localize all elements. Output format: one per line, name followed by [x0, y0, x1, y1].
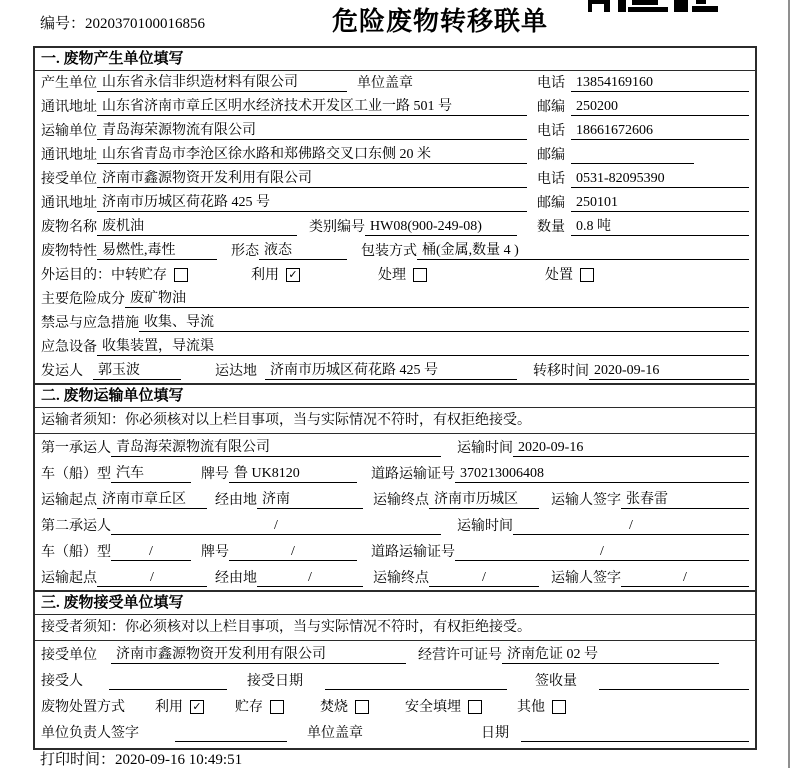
section-2-title: 二. 废物运输单位填写 — [35, 385, 755, 408]
row-responsible-sign — [35, 719, 755, 745]
category-value: HW08(900-249-08) — [365, 218, 517, 236]
via2-label: 经由地 — [215, 571, 257, 586]
quantity-label: 数量 — [537, 220, 565, 235]
checkbox-transfer-storage-icon — [174, 268, 188, 282]
option-storage-label: 贮存 — [235, 700, 263, 715]
road-permit2-value: / — [455, 543, 749, 561]
receive-zip-value: 250101 — [571, 194, 749, 212]
page-title: 危险废物转移联单 — [332, 7, 549, 36]
transport-phone-value: 18661672606 — [571, 122, 749, 140]
carrier1-label: 第一承运人 — [41, 441, 111, 456]
row-receive-unit-3 — [35, 641, 755, 667]
sign2-value: / — [621, 569, 749, 587]
receiver-person-value — [109, 672, 227, 690]
packing-value: 桶(金属,数量 4 ) — [417, 242, 749, 260]
checkbox-storage-icon — [270, 700, 284, 714]
waste-name-value: 废机油 — [97, 218, 297, 236]
carrier2-label: 第二承运人 — [41, 519, 111, 534]
option-transfer-storage-label: 中转贮存 — [111, 268, 167, 283]
zip-label: 邮编 — [537, 196, 565, 211]
amount-label: 签收量 — [535, 674, 577, 689]
qr-code-partial-icon — [588, 0, 718, 12]
option-incinerate-label: 焚烧 — [320, 700, 348, 715]
waste-name-label: 废物名称 — [41, 220, 97, 235]
taboo-value: 收集、导流 — [139, 314, 749, 332]
receive-unit3-value: 济南市鑫源物资开发利用有限公司 — [111, 646, 406, 664]
row-purpose — [35, 263, 755, 287]
origin2-label: 运输起点 — [41, 571, 97, 586]
serial-label: 编号： — [40, 16, 86, 32]
option-landfill-label: 安全填埋 — [405, 700, 461, 715]
unit-seal-label: 单位盖章 — [357, 76, 413, 91]
row-receiver-person — [35, 667, 755, 693]
checkmark: ✓ — [288, 268, 298, 281]
receive-unit-label: 接受单位 — [41, 172, 97, 187]
row-waste-trait — [35, 239, 755, 263]
quantity-value: 0.8 吨 — [571, 218, 749, 236]
plate1-value: 鲁 UK8120 — [229, 465, 357, 483]
plate2-label: 牌号 — [201, 545, 229, 560]
purpose-option — [111, 264, 251, 287]
origin1-label: 运输起点 — [41, 493, 97, 508]
producer-unit-value: 山东省永信非织造材料有限公司 — [97, 74, 347, 92]
destination-value: 济南市历城区荷花路 425 号 — [265, 362, 517, 380]
responsible-sign-label: 单位负责人签字 — [41, 726, 139, 741]
disposal-option — [517, 696, 566, 719]
trait-label: 废物特性 — [41, 244, 97, 259]
address-label: 通讯地址 — [41, 196, 97, 211]
date3-label: 日期 — [481, 726, 509, 741]
plate2-value: / — [229, 543, 357, 561]
transport-time2-value: / — [513, 517, 749, 535]
trait-value: 易燃性,毒性 — [97, 242, 217, 260]
serial-number — [40, 12, 205, 33]
row-transport-unit — [35, 119, 755, 143]
end2-label: 运输终点 — [373, 571, 429, 586]
row-route-2 — [35, 564, 755, 590]
row-carrier-2 — [35, 512, 755, 538]
disposal-option — [155, 696, 235, 719]
shipper-label: 发运人 — [41, 364, 83, 379]
amount-value — [599, 672, 749, 690]
origin1-value: 济南市章丘区 — [97, 491, 207, 509]
row-receive-unit — [35, 167, 755, 191]
option-utilize-label: 利用 — [251, 268, 279, 283]
zip-group — [537, 144, 749, 167]
zip-group — [537, 192, 749, 215]
phone-label: 电话 — [537, 76, 565, 91]
purpose-option — [378, 264, 545, 287]
vehicle2-label: 车（船）型 — [41, 545, 111, 560]
row-transport-address — [35, 143, 755, 167]
road-permit1-label: 道路运输证号 — [371, 467, 455, 482]
option-treat-label: 处理 — [378, 268, 406, 283]
hazard-label: 主要危险成分 — [41, 292, 125, 307]
row-vehicle-2 — [35, 538, 755, 564]
row-taboo — [35, 311, 755, 335]
taboo-label: 禁忌与应急措施 — [41, 316, 139, 331]
carrier2-value: / — [111, 517, 441, 535]
producer-zip-value: 250200 — [571, 98, 749, 116]
form-value: 液态 — [259, 242, 347, 260]
end1-value: 济南市历城区 — [429, 491, 539, 509]
transport-address-value: 山东省青岛市李沧区徐水路和郑佛路交叉口东侧 20 米 — [97, 146, 527, 164]
phone-group — [537, 72, 749, 95]
transporter-notice: 运输者须知：你必须核对以上栏目事项，当与实际情况不符时，有权拒绝接受。 — [35, 408, 755, 434]
phone-group — [537, 168, 749, 191]
road-permit2-label: 道路运输证号 — [371, 545, 455, 560]
sign1-value: 张春雷 — [621, 491, 749, 509]
vehicle1-label: 车（船）型 — [41, 467, 111, 482]
hazard-value: 废矿物油 — [125, 290, 749, 308]
row-equipment — [35, 335, 755, 359]
end1-label: 运输终点 — [373, 493, 429, 508]
row-carrier-1 — [35, 434, 755, 460]
transport-time1-value: 2020-09-16 — [513, 439, 749, 457]
row-producer-unit — [35, 71, 755, 95]
checkbox-landfill-icon — [468, 700, 482, 714]
receive-date-label: 接受日期 — [247, 674, 303, 689]
row-route-1 — [35, 486, 755, 512]
checkbox-treat-icon — [413, 268, 427, 282]
phone-label: 电话 — [537, 124, 565, 139]
row-producer-address — [35, 95, 755, 119]
transport-time2-label: 运输时间 — [457, 519, 513, 534]
origin2-value: / — [97, 569, 207, 587]
receive-unit3-label: 接受单位 — [41, 648, 97, 663]
transfer-time-value: 2020-09-16 — [589, 362, 749, 380]
zip-label: 邮编 — [537, 100, 565, 115]
checkbox-other-icon — [552, 700, 566, 714]
disposal-option — [235, 696, 320, 719]
shipper-value: 郭玉波 — [93, 362, 181, 380]
checkmark: ✓ — [192, 700, 202, 713]
receive-phone-value: 0531-82095390 — [571, 170, 749, 188]
vehicle1-value: 汽车 — [111, 465, 191, 483]
checkbox-utilize-icon — [286, 268, 300, 282]
sign1-label: 运输人签字 — [551, 493, 621, 508]
disposal-option — [320, 696, 405, 719]
unit-seal3-label: 单位盖章 — [307, 726, 363, 741]
purpose-label: 外运目的： — [41, 268, 111, 283]
transfer-time-label: 转移时间 — [533, 364, 589, 379]
row-shipper — [35, 359, 755, 383]
end2-value: / — [429, 569, 539, 587]
equipment-value: 收集装置，导流渠 — [97, 338, 749, 356]
row-waste-name — [35, 215, 755, 239]
purpose-option — [251, 264, 378, 287]
checkbox-dispose-icon — [580, 268, 594, 282]
serial-value: 2020370100016856 — [85, 16, 206, 32]
producer-phone-value: 13854169160 — [571, 74, 749, 92]
transport-unit-label: 运输单位 — [41, 124, 97, 139]
quantity-group — [537, 216, 749, 239]
transport-unit-value: 青岛海荣源物流有限公司 — [97, 122, 527, 140]
receive-address-value: 济南市历城区荷花路 425 号 — [97, 194, 527, 212]
row-hazard — [35, 287, 755, 311]
packing-label: 包装方式 — [361, 244, 417, 259]
row-receive-address — [35, 191, 755, 215]
row-vehicle-1 — [35, 460, 755, 486]
disposal-option — [405, 696, 517, 719]
section-receiver — [35, 590, 755, 745]
option-utilize3-label: 利用 — [155, 700, 183, 715]
address-label: 通讯地址 — [41, 148, 97, 163]
receiver-notice: 接受者须知：你必须核对以上栏目事项，当与实际情况不符时，有权拒绝接受。 — [35, 615, 755, 641]
address-label: 通讯地址 — [41, 100, 97, 115]
carrier1-value: 青岛海荣源物流有限公司 — [111, 439, 441, 457]
sign2-label: 运输人签字 — [551, 571, 621, 586]
checkbox-utilize3-icon — [190, 700, 204, 714]
section-transporter — [35, 383, 755, 590]
phone-group — [537, 120, 749, 143]
section-1-title: 一. 废物产生单位填写 — [35, 48, 755, 71]
via1-label: 经由地 — [215, 493, 257, 508]
manifest-form — [33, 46, 757, 750]
disposal-label: 废物处置方式 — [41, 700, 125, 715]
receiver-person-label: 接受人 — [41, 674, 83, 689]
page-edge-line — [788, 0, 790, 768]
checkbox-incinerate-icon — [355, 700, 369, 714]
receive-date-value — [325, 672, 507, 690]
producer-unit-label: 产生单位 — [41, 76, 97, 91]
permit-label: 经营许可证号 — [418, 648, 502, 663]
zip-label: 邮编 — [537, 148, 565, 163]
transport-zip-value — [571, 146, 694, 164]
via2-value: / — [257, 569, 363, 587]
print-time: 打印时间：2020-09-16 10:49:51 — [40, 752, 243, 768]
plate1-label: 牌号 — [201, 467, 229, 482]
responsible-sign-value — [175, 724, 287, 742]
road-permit1-value: 370213006408 — [455, 465, 749, 483]
receive-unit-value: 济南市鑫源物资开发利用有限公司 — [97, 170, 527, 188]
purpose-option — [545, 264, 594, 287]
producer-address-value: 山东省济南市章丘区明水经济技术开发区工业一路 501 号 — [97, 98, 527, 116]
row-disposal — [35, 693, 755, 719]
destination-label: 运达地 — [215, 364, 257, 379]
zip-group — [537, 96, 749, 119]
option-other-label: 其他 — [517, 700, 545, 715]
phone-label: 电话 — [537, 172, 565, 187]
option-dispose-label: 处置 — [545, 268, 573, 283]
form-label: 形态 — [231, 244, 259, 259]
permit-value: 济南危证 02 号 — [502, 646, 719, 664]
transport-time1-label: 运输时间 — [457, 441, 513, 456]
via1-value: 济南 — [257, 491, 363, 509]
date3-value — [521, 724, 749, 742]
vehicle2-value: / — [111, 543, 191, 561]
category-label: 类别编号 — [309, 220, 365, 235]
equipment-label: 应急设备 — [41, 340, 97, 355]
section-3-title: 三. 废物接受单位填写 — [35, 592, 755, 615]
section-producer — [35, 48, 755, 383]
